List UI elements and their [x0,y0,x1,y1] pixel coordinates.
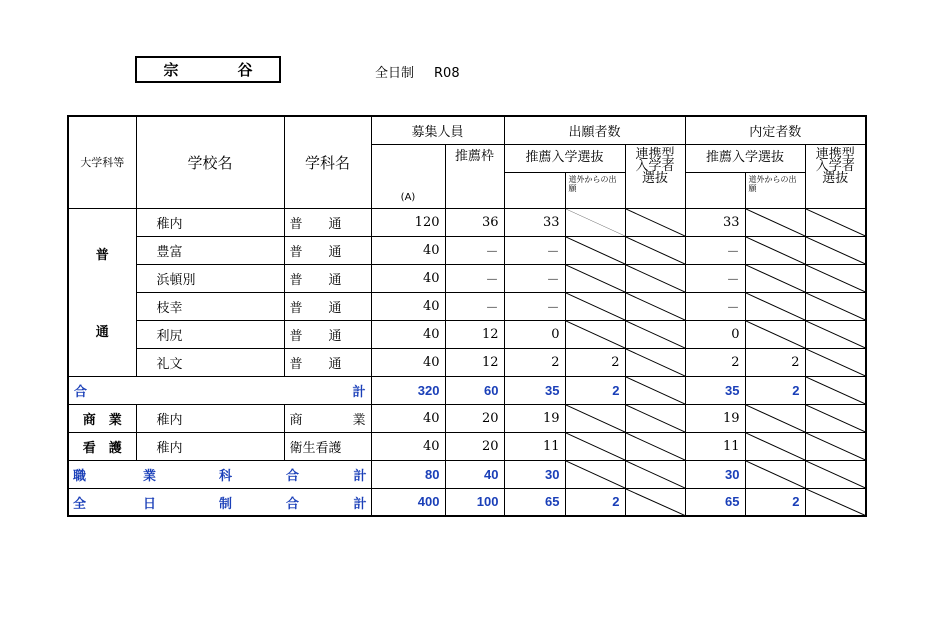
diagonal-cell [565,264,625,292]
subtotal-row: 合 計 320 60 35 2 35 2 [68,376,866,404]
header-quota: 募集人員 [371,116,504,144]
diagonal-cell [745,236,805,264]
table-row: 豊富 普 通 40 － － － [68,236,866,264]
diagonal-cell [625,236,685,264]
diagonal-cell [805,236,866,264]
diagonal-cell [625,348,685,376]
header-acc-outside: 道外からの出願 [745,172,805,208]
table-row: 利尻 普 通 40 12 0 0 [68,320,866,348]
header-school: 学校名 [136,116,284,208]
diagonal-cell [565,320,625,348]
header-acc-linked: 連携型入学者選抜 [805,144,866,208]
diagonal-cell [565,432,625,460]
table-row: 浜頓別 普 通 40 － － － [68,264,866,292]
header-quota-a: (A) [371,144,445,208]
diagonal-cell [625,432,685,460]
header-applicants: 出願者数 [504,116,685,144]
diagonal-cell [745,320,805,348]
diagonal-cell [625,488,685,516]
diagonal-cell [805,292,866,320]
diagonal-cell [625,376,685,404]
grand-total-row: 全 日 制 合 計 400 100 65 2 65 2 [68,488,866,516]
diagonal-cell [745,292,805,320]
diagonal-cell [805,432,866,460]
header-app-rec: 推薦入学選抜 [504,144,625,172]
system-label [375,62,480,81]
header-dept-group: 大学科等 [68,116,136,208]
header-quota-rec: 推薦枠 [445,144,504,208]
diagonal-cell [805,264,866,292]
diagonal-cell [565,404,625,432]
diagonal-cell [805,320,866,348]
group-general: 普 通 [68,208,136,376]
diagonal-cell [805,348,866,376]
header-accepted: 内定者数 [685,116,866,144]
diagonal-cell [565,208,625,236]
diagonal-cell [625,208,685,236]
header-app-outside: 道外からの出願 [565,172,625,208]
header-acc-rec: 推薦入学選抜 [685,144,805,172]
diagonal-cell [805,208,866,236]
table-row: 商 業 稚内 商 業 40 20 19 19 [68,404,866,432]
diagonal-cell [625,320,685,348]
header-app-linked: 連携型入学者選抜 [625,144,685,208]
diagonal-cell [565,460,625,488]
diagonal-cell [565,292,625,320]
header-course: 学科名 [284,116,371,208]
table-row: 礼文 普 通 40 12 2 2 2 2 [68,348,866,376]
diagonal-cell [565,236,625,264]
diagonal-cell [745,404,805,432]
diagonal-cell [625,292,685,320]
system-name: 全日制 [375,66,415,81]
table-row: 普 通 稚内 普 通 120 36 33 33 [68,208,866,236]
table-row: 枝幸 普 通 40 － － － [68,292,866,320]
diagonal-cell [745,432,805,460]
diagonal-cell [805,376,866,404]
diagonal-cell [745,264,805,292]
admissions-table [67,115,867,517]
diagonal-cell [625,460,685,488]
diagonal-cell [625,404,685,432]
diagonal-cell [805,460,866,488]
diagonal-cell [745,208,805,236]
table-row: 看 護 稚内 衛生看護 40 20 11 11 [68,432,866,460]
vocational-total-row: 職 業 科 合 計 80 40 30 30 [68,460,866,488]
region-title: 宗 谷 [135,56,281,83]
diagonal-cell [805,488,866,516]
diagonal-cell [625,264,685,292]
diagonal-cell [805,404,866,432]
diagonal-cell [745,460,805,488]
code-label: R08 [434,66,460,81]
